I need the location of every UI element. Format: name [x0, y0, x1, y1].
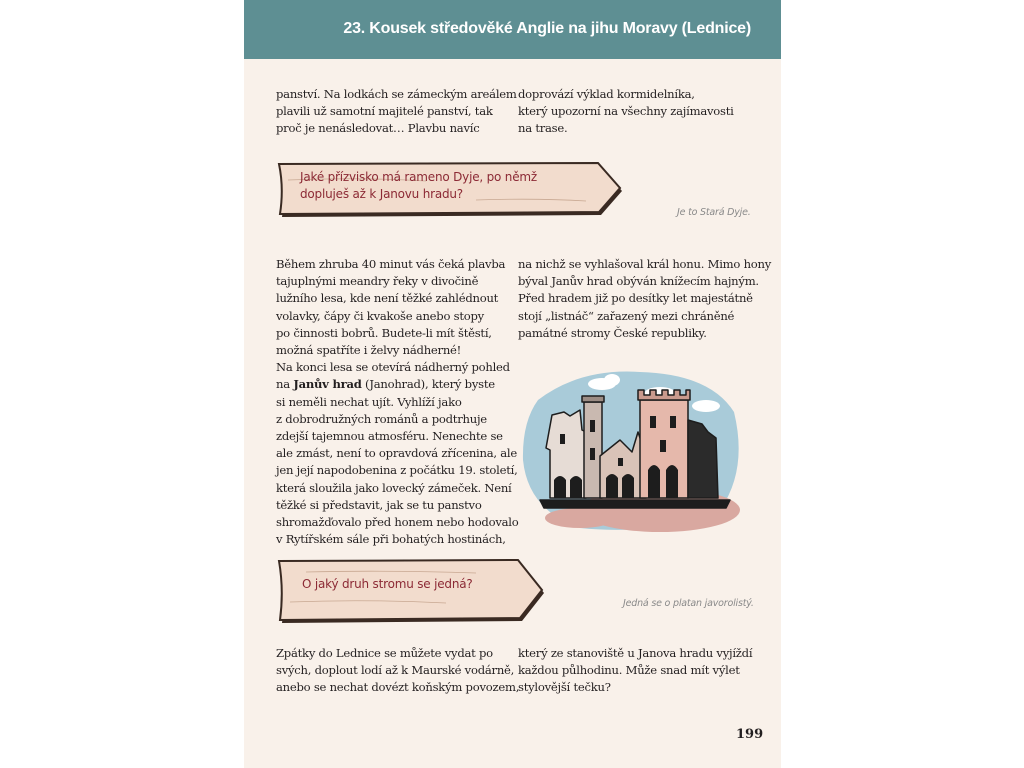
- text-line: na Janův hrad (Janohrad), který byste: [276, 377, 495, 392]
- text-line: z dobrodružných románů a podtrhuje: [276, 411, 487, 426]
- section1-right-column: [518, 86, 734, 138]
- answer-1: Je to Stará Dyje.: [677, 207, 751, 218]
- question-sign-2: [276, 558, 551, 628]
- chapter-header: [244, 0, 781, 59]
- text-line: na trase.: [518, 121, 568, 136]
- wooden-sign-arrow-icon: [276, 558, 551, 628]
- answer-2: Jedná se o platan javorolistý.: [623, 598, 754, 609]
- text-line: památné stromy České republiky.: [518, 325, 707, 340]
- text-line: plavili už samotní majitelé panství, tak: [276, 104, 493, 119]
- text-line: Během zhruba 40 minut vás čeká plavba: [276, 257, 506, 271]
- text-line: shromažďovalo před honem nebo hodovalo: [276, 515, 519, 530]
- text-line: ale zmást, není to opravdová zřícenina, ale: [276, 446, 517, 461]
- section2-left-column: [276, 256, 519, 548]
- text-line: po činnosti bobrů. Budete-li mít štěstí,: [276, 325, 492, 340]
- text-line: která sloužila jako lovecký zámeček. Není: [276, 480, 512, 495]
- text-line: zdejší tajemnou atmosféru. Nenechte se: [276, 429, 503, 444]
- text-line: anebo se nechat dovézt koňským povozem,: [276, 680, 520, 695]
- text-line: doprovází výklad kormidelníka,: [518, 87, 695, 101]
- castle-illustration: [520, 360, 745, 544]
- question-sign-1: [276, 160, 626, 220]
- text-line: který ze stanoviště u Janova hradu vyjíždí: [518, 646, 753, 660]
- text-line: lužního lesa, kde není těžké zahlédnout: [276, 291, 499, 306]
- text-line: těžké si představit, jak se tu panstvo: [276, 497, 482, 512]
- text-line: každou půlhodinu. Může snad mít výlet: [518, 663, 740, 678]
- text-line: Zpátky do Lednice se můžete vydat po: [276, 646, 493, 660]
- chapter-title: 23. Kousek středověké Anglie na jihu Moravy (Lednice): [343, 20, 751, 37]
- text-line: svých, doplout lodí až k Maurské vodárně,: [276, 663, 515, 678]
- text-line: jen její napodobenina z počátku 19. století,: [276, 463, 518, 478]
- question-2-text: [302, 576, 473, 593]
- text-line: Před hradem již po desítky let majestátně: [518, 291, 753, 306]
- text-line: v Rytířském sále při bohatých hostinách,: [276, 532, 506, 547]
- text-line: býval Janův hrad obýván knížecím hajným.: [518, 274, 759, 289]
- text-line: si neměli nechat ujít. Vyhlíží jako: [276, 394, 462, 409]
- text-line: možná spatříte i želvy nádherné!: [276, 343, 462, 358]
- text-line: stojí „listnáč“ zařazený mezi chráněné: [518, 308, 735, 323]
- question-line: Jaké přízvisko má rameno Dyje, po němž: [300, 170, 537, 184]
- text-line: proč je nenásledovat… Plavbu navíc: [276, 121, 480, 136]
- section3-right-column: [518, 645, 752, 697]
- question-1-text: [300, 169, 537, 203]
- text-line: panství. Na lodkách se zámeckým areálem: [276, 87, 517, 101]
- section3-left-column: [276, 645, 519, 697]
- text-line: volavky, čápy či kvakoše anebo stopy: [276, 308, 484, 323]
- question-line: O jaký druh stromu se jedná?: [302, 577, 473, 591]
- section2-right-column: [518, 256, 771, 342]
- text-line: tajuplnými meandry řeky v divočině: [276, 274, 479, 289]
- text-line: na nichž se vyhlašoval král honu. Mimo hony: [518, 257, 772, 271]
- question-line: dopluješ až k Janovu hradu?: [300, 187, 463, 201]
- text-line: Na konci lesa se otevírá nádherný pohled: [276, 360, 510, 375]
- section1-left-column: [276, 86, 517, 138]
- text-line: stylovější tečku?: [518, 680, 611, 695]
- castle-icon: [520, 360, 745, 540]
- page-number: 199: [736, 727, 764, 742]
- text-line: který upozorní na všechny zajímavosti: [518, 104, 734, 119]
- castle-name: Janův hrad: [293, 377, 362, 392]
